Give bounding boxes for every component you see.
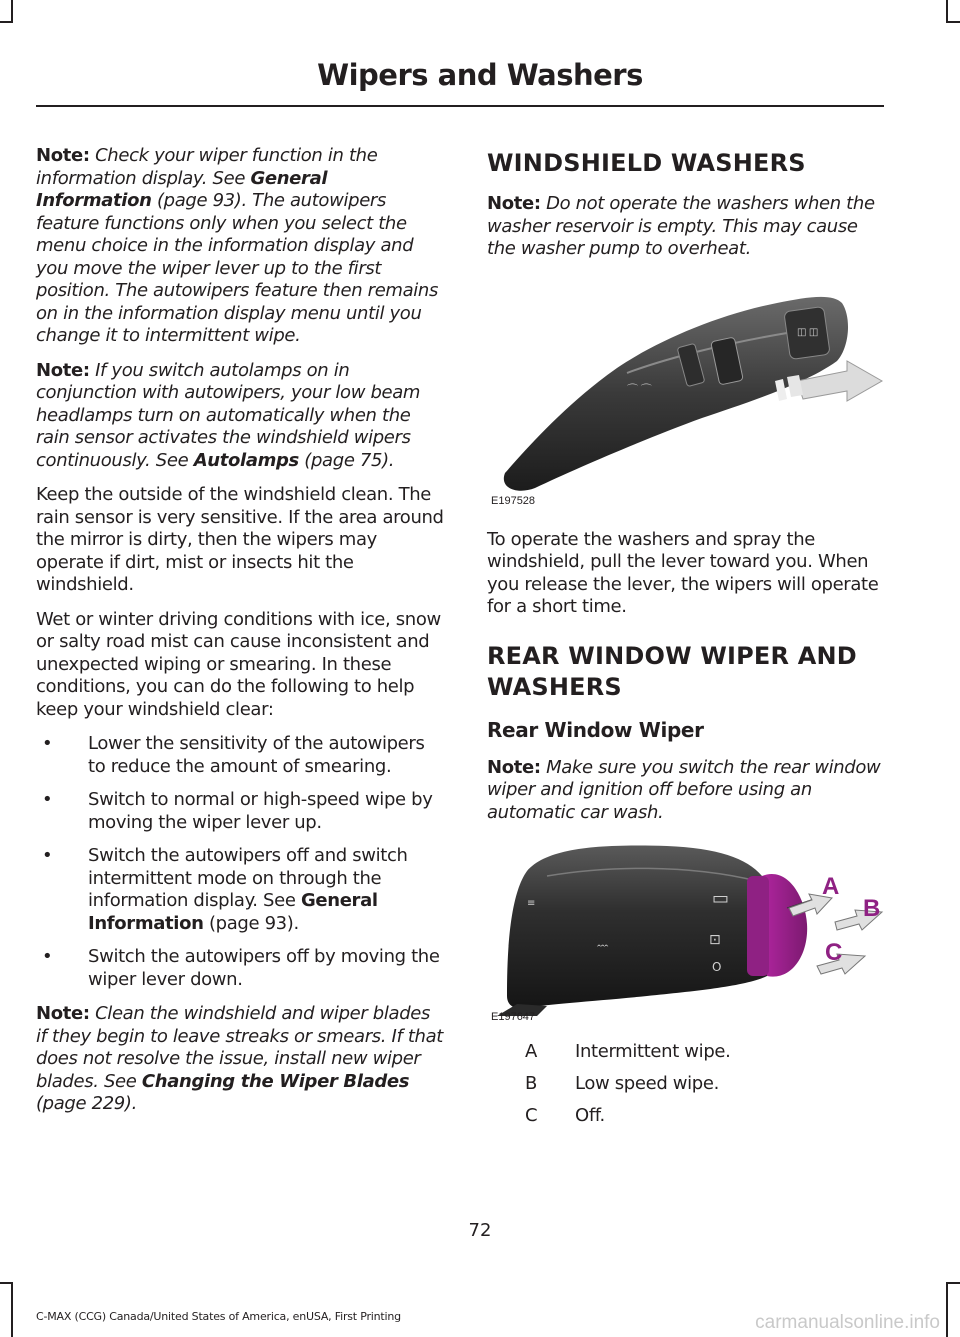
paragraph-winter-conditions: Wet or winter driving conditions with ice, snow or salty road mist can cause inconsistent and unexpected wiping or smearing. In these conditions, you can do the following to help keep your windshield clear: (36, 608, 441, 720)
list-item: • Switch the autowipers off and switch intermittent mode on through the information display. See General Information (page 93). (42, 845, 408, 934)
figure-code: E197528 (491, 495, 536, 507)
crop-mark-top-right-v (946, 0, 948, 22)
rear-washer-symbol-icon: ⊡ (709, 932, 721, 948)
figure-washer-lever (487, 273, 887, 513)
crop-mark-bottom-right-h (946, 1282, 960, 1284)
tips-list (36, 733, 446, 991)
list-item: • Switch to normal or high-speed wipe by moving the wiper lever up. (42, 789, 433, 833)
link-changing-wiper-blades[interactable]: Changing the Wiper Blades (141, 1070, 410, 1092)
note-washer-reservoir: Note: Do not operate the washers when the washer reservoir is empty. This may cause the washer pump to overheat. (487, 193, 875, 259)
left-column (36, 145, 446, 1128)
link-autolamps[interactable]: Autolamps (193, 449, 299, 471)
legend-row: B Low speed wipe. (525, 1072, 719, 1094)
bullet-glyph: • (42, 733, 53, 754)
off-symbol-icon: O (712, 960, 722, 974)
heading-windshield-washers: WINDSHIELD WASHERS (487, 149, 806, 177)
paragraph-windshield-clean: Keep the outside of the windshield clean. The rain sensor is very sensitive. If the area around the mirror is dirty, then the wipers may operate if dirt, mist or insects hit the windshield. (36, 484, 444, 595)
note-car-wash: Note: Make sure you switch the rear window wiper and ignition off before using an automatic car wash. (487, 756, 881, 823)
figure-code: E197647 (491, 1010, 536, 1023)
label-b: B (863, 895, 880, 922)
crop-mark-bottom-left-h (0, 1282, 13, 1284)
bullet-glyph: • (42, 946, 53, 967)
note-wiper-blades: Note: Clean the windshield and wiper blades if they begin to leave streaks or smears. If that does not resolve the issue, install new wiper blades. See Changing the Wiper Blades (page 229). (36, 1003, 443, 1114)
page-title: Wipers and Washers (317, 58, 643, 92)
label-c: C (825, 939, 842, 966)
heading-rear-wiper-washers: REAR WINDOW WIPER AND WASHERS (487, 641, 857, 701)
note-autolamps: Note: If you switch autolamps on in conjunction with autowipers, your low beam headlamps turn on automatically when the rain sensor activates the windshield wipers continuously. See Autolamps (page 75). (36, 359, 421, 471)
link-general-information-2[interactable]: General Information (88, 890, 378, 934)
paragraph-washer-operation: To operate the washers and spray the windshield, pull the lever toward you. When you release the lever, the wipers will operate for a short time. (487, 528, 879, 617)
crop-mark-top-left-h (0, 21, 13, 23)
legend-row: C Off. (525, 1104, 605, 1126)
bullet-glyph: • (42, 789, 53, 810)
list-item: • Switch the autowipers off by moving the wiper lever down. (42, 946, 440, 990)
rear-wiper-symbol-icon: ▭ (712, 888, 729, 909)
crop-mark-top-left-v (11, 0, 13, 22)
header-divider (36, 105, 884, 107)
wiper-lever-illustration (487, 273, 887, 501)
figure-legend (525, 1036, 887, 1132)
bullet-glyph: • (42, 845, 53, 866)
link-general-information[interactable]: General Information (36, 167, 328, 211)
svg-text:≡: ≡ (527, 898, 536, 909)
wiper-symbol-icon: ⌒ ⌒ (627, 382, 652, 396)
crop-mark-top-right-h (946, 21, 960, 23)
legend-row: A Intermittent wipe. (525, 1040, 731, 1062)
crop-mark-bottom-left-v (11, 1282, 13, 1337)
figure-rear-wiper-lever (487, 836, 887, 1028)
list-item: • Lower the sensitivity of the autowipers to reduce the amount of smearing. (42, 733, 425, 777)
footer-edition: C-MAX (CCG) Canada/United States of America, enUSA, First Printing (36, 1310, 401, 1323)
subheading-rear-wiper: Rear Window Wiper (487, 717, 704, 742)
watermark: carmanualsonline.info (755, 1312, 940, 1333)
lever-body (507, 846, 767, 1009)
label-a: A (822, 873, 839, 900)
crop-mark-bottom-right-v (946, 1282, 948, 1337)
right-column (487, 145, 887, 1132)
note-autowipers: Note: Check your wiper function in the information display. See General Information (page 93). The autowipers feature functions only when you select the menu choice in the information display and you move the wiper lever up to the first position. The autowipers feature then remains on in the information display menu until you change it to intermittent wipe. (36, 145, 439, 346)
rear-wiper-lever-illustration (487, 836, 887, 1016)
page-number: 72 (468, 1220, 492, 1241)
washer-symbol-icon: ◫ ◫ (797, 326, 819, 338)
spray-symbol-icon: ꞈꞈꞈ (597, 933, 608, 947)
